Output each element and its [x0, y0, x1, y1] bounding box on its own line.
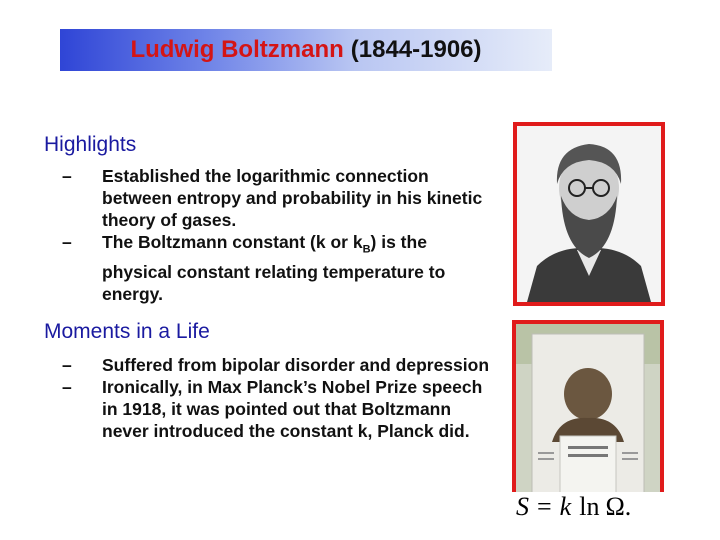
list-item — [62, 165, 492, 231]
formula-k: k — [559, 492, 572, 521]
section-heading-moments: Moments in a Life — [44, 320, 210, 343]
section-heading-highlights: Highlights — [44, 133, 137, 156]
formula-equals: = — [537, 492, 552, 521]
highlights-list — [62, 165, 492, 305]
grave-drawing — [516, 324, 660, 516]
list-item — [62, 376, 492, 442]
bullet-text — [102, 232, 445, 304]
bullet-text-part: ) is the physical constant relating temperature to energy. — [102, 232, 446, 304]
list-item — [62, 354, 492, 376]
title-name: Ludwig Boltzmann — [130, 36, 344, 63]
bullet-dash: – — [62, 166, 72, 186]
bullet-text-part: The Boltzmann constant (k or k — [102, 232, 363, 252]
list-item — [62, 231, 492, 305]
bullet-dash: – — [62, 232, 72, 252]
formula-s: S — [516, 492, 529, 521]
bullet-text: Suffered from bipolar disorder and depression — [102, 355, 490, 375]
formula-omega: Ω. — [605, 492, 632, 521]
portrait-image — [513, 122, 665, 306]
entropy-formula — [512, 492, 664, 522]
bullet-dash: – — [62, 355, 72, 375]
title-years: (1844-1906) — [350, 36, 482, 63]
formula-ln: ln — [579, 492, 600, 521]
subscript-b: B — [362, 243, 371, 256]
bullet-text: Ironically, in Max Planck’s Nobel Prize speech in 1918, it was pointed out that Boltzmann never introduced the constant k, Planck did. — [102, 377, 483, 441]
portrait-drawing — [517, 126, 661, 302]
bullet-text: Established the logarithmic connection between entropy and probability in his kinetic theory of gases. — [102, 166, 483, 230]
slide-title — [60, 29, 552, 71]
bullet-dash: – — [62, 377, 72, 397]
grave-monument-image — [512, 320, 664, 520]
moments-list — [62, 354, 492, 442]
